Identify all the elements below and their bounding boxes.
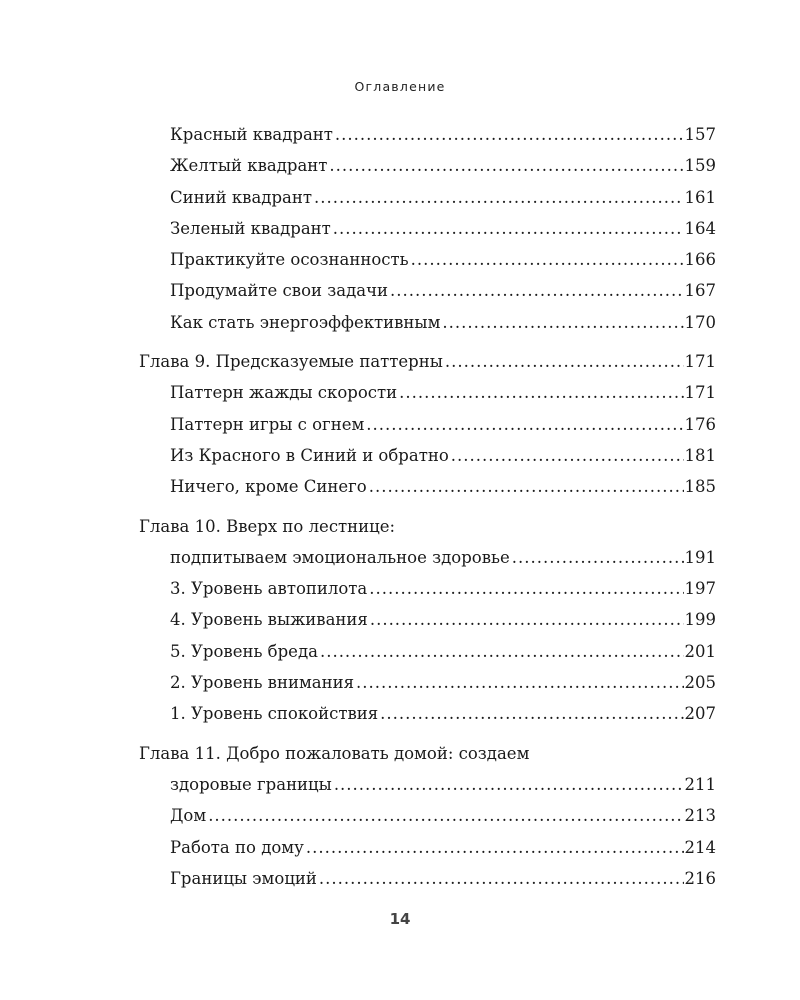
dot-leader	[319, 863, 684, 894]
toc-entry-page: 185	[684, 477, 716, 497]
dot-leader	[306, 832, 684, 863]
toc-chapter-title: Глава 9. Предсказуемые паттерны	[139, 352, 443, 372]
dot-leader	[329, 150, 683, 181]
toc-entry-page: 159	[684, 156, 716, 176]
toc-entry-page: 205	[684, 673, 716, 693]
toc-entry-page: 191	[684, 547, 716, 567]
toc-entry[interactable]	[139, 213, 716, 244]
toc-entry-page: 181	[684, 445, 716, 465]
toc-chapter-title-line[interactable]	[139, 738, 716, 769]
toc-chapter-title: Глава 10. Вверх по лестнице:	[139, 516, 396, 536]
toc-entry-page: 167	[684, 281, 716, 301]
toc-entry-title: Ничего, кроме Синего	[170, 477, 367, 497]
dot-leader	[369, 573, 683, 604]
toc-entry[interactable]	[139, 667, 716, 698]
toc-entry-page: 197	[684, 579, 716, 599]
toc-entry-page: 199	[684, 610, 716, 630]
toc-entry-page: 216	[684, 868, 716, 888]
dot-leader	[390, 275, 683, 306]
toc-chapter-title-line[interactable]	[139, 511, 716, 542]
toc-entry-title: Зеленый квадрант	[170, 218, 331, 238]
toc-entry-page: 214	[684, 837, 716, 857]
toc-entry-title: Как стать энергоэффективным	[170, 312, 441, 332]
toc-entry-page: 171	[684, 383, 716, 403]
toc-entry[interactable]	[139, 573, 716, 604]
dot-leader	[333, 213, 684, 244]
toc-entry[interactable]	[139, 182, 716, 213]
toc-entry[interactable]	[139, 377, 716, 408]
toc-entry[interactable]	[139, 119, 716, 150]
toc-entry-title: Практикуйте осознанность	[170, 250, 409, 270]
toc-entry-title: 5. Уровень бреда	[170, 641, 318, 661]
section-gap	[139, 503, 716, 511]
toc-entry-page: 161	[684, 187, 716, 207]
toc-entry[interactable]	[139, 636, 716, 667]
toc-entry[interactable]	[139, 832, 716, 863]
toc-entry[interactable]	[139, 471, 716, 502]
toc-entry-page: 213	[684, 806, 716, 826]
toc-entry-title: Из Красного в Синий и обратно	[170, 445, 449, 465]
dot-leader	[314, 182, 684, 213]
dot-leader	[442, 307, 683, 338]
toc-entry-title: Красный квадрант	[170, 125, 333, 144]
toc-entry-page: 157	[684, 125, 716, 144]
toc-entry-title: Желтый квадрант	[170, 156, 328, 176]
toc-entry-page: 207	[684, 704, 716, 724]
toc-entry[interactable]	[139, 409, 716, 440]
dot-leader	[208, 800, 683, 831]
toc-chapter-title: Глава 11. Добро пожаловать домой: создаем	[139, 743, 530, 763]
dot-leader	[512, 542, 684, 573]
toc-entry[interactable]	[139, 307, 716, 338]
dot-leader	[411, 244, 684, 275]
toc-chapter-title-continued: подпитываем эмоциональное здоровье	[170, 547, 510, 567]
dot-leader	[399, 377, 683, 408]
toc-entry[interactable]	[139, 440, 716, 471]
page-number: 14	[389, 910, 411, 928]
dot-leader	[335, 119, 684, 150]
toc-entry-title: Синий квадрант	[170, 187, 312, 207]
toc-entry-page: 164	[684, 218, 716, 238]
toc-entry[interactable]	[139, 150, 716, 181]
toc-entry-page: 211	[684, 774, 716, 794]
toc-entry-title: Продумайте свои задачи	[170, 281, 389, 301]
dot-leader	[370, 604, 684, 635]
toc-chapter-title-continued: здоровые границы	[170, 774, 332, 794]
section-gap	[139, 338, 716, 346]
running-head-title: Оглавление	[354, 79, 446, 94]
toc-entry[interactable]	[139, 604, 716, 635]
toc-entry-title: 3. Уровень автопилота	[170, 579, 368, 599]
dot-leader	[445, 346, 684, 377]
toc-entry-page: 171	[684, 352, 716, 372]
dot-leader	[451, 440, 684, 471]
section-gap	[139, 730, 716, 738]
toc-entry-title: Работа по дому	[170, 837, 304, 857]
dot-leader	[366, 409, 683, 440]
toc-chapter-entry[interactable]	[139, 346, 716, 377]
toc-entry-title: 2. Уровень внимания	[170, 673, 355, 693]
toc-entry[interactable]	[139, 244, 716, 275]
dot-leader	[380, 698, 683, 729]
toc-entry[interactable]	[139, 863, 716, 894]
toc-entry-title: Паттерн игры с огнем	[170, 414, 365, 434]
toc-entry-page: 166	[684, 250, 716, 270]
toc-entry-page: 176	[684, 414, 716, 434]
toc-chapter-entry[interactable]	[139, 542, 716, 573]
toc-entry-page: 201	[684, 641, 716, 661]
toc-entry-title: Паттерн жажды скорости	[170, 383, 398, 403]
toc-entry-title: Дом	[170, 806, 207, 826]
toc-entry-title: 4. Уровень выживания	[170, 610, 368, 630]
toc-entry-page: 170	[684, 312, 716, 332]
dot-leader	[320, 636, 684, 667]
dot-leader	[334, 769, 684, 800]
toc-entry-title: Границы эмоций	[170, 868, 317, 888]
dot-leader	[369, 471, 684, 502]
dot-leader	[356, 667, 683, 698]
toc-entry[interactable]	[139, 800, 716, 831]
toc-chapter-entry[interactable]	[139, 769, 716, 800]
toc-entry[interactable]	[139, 698, 716, 729]
table-of-contents	[139, 119, 716, 894]
toc-entry-title: 1. Уровень спокойствия	[170, 704, 379, 724]
toc-entry[interactable]	[139, 275, 716, 306]
